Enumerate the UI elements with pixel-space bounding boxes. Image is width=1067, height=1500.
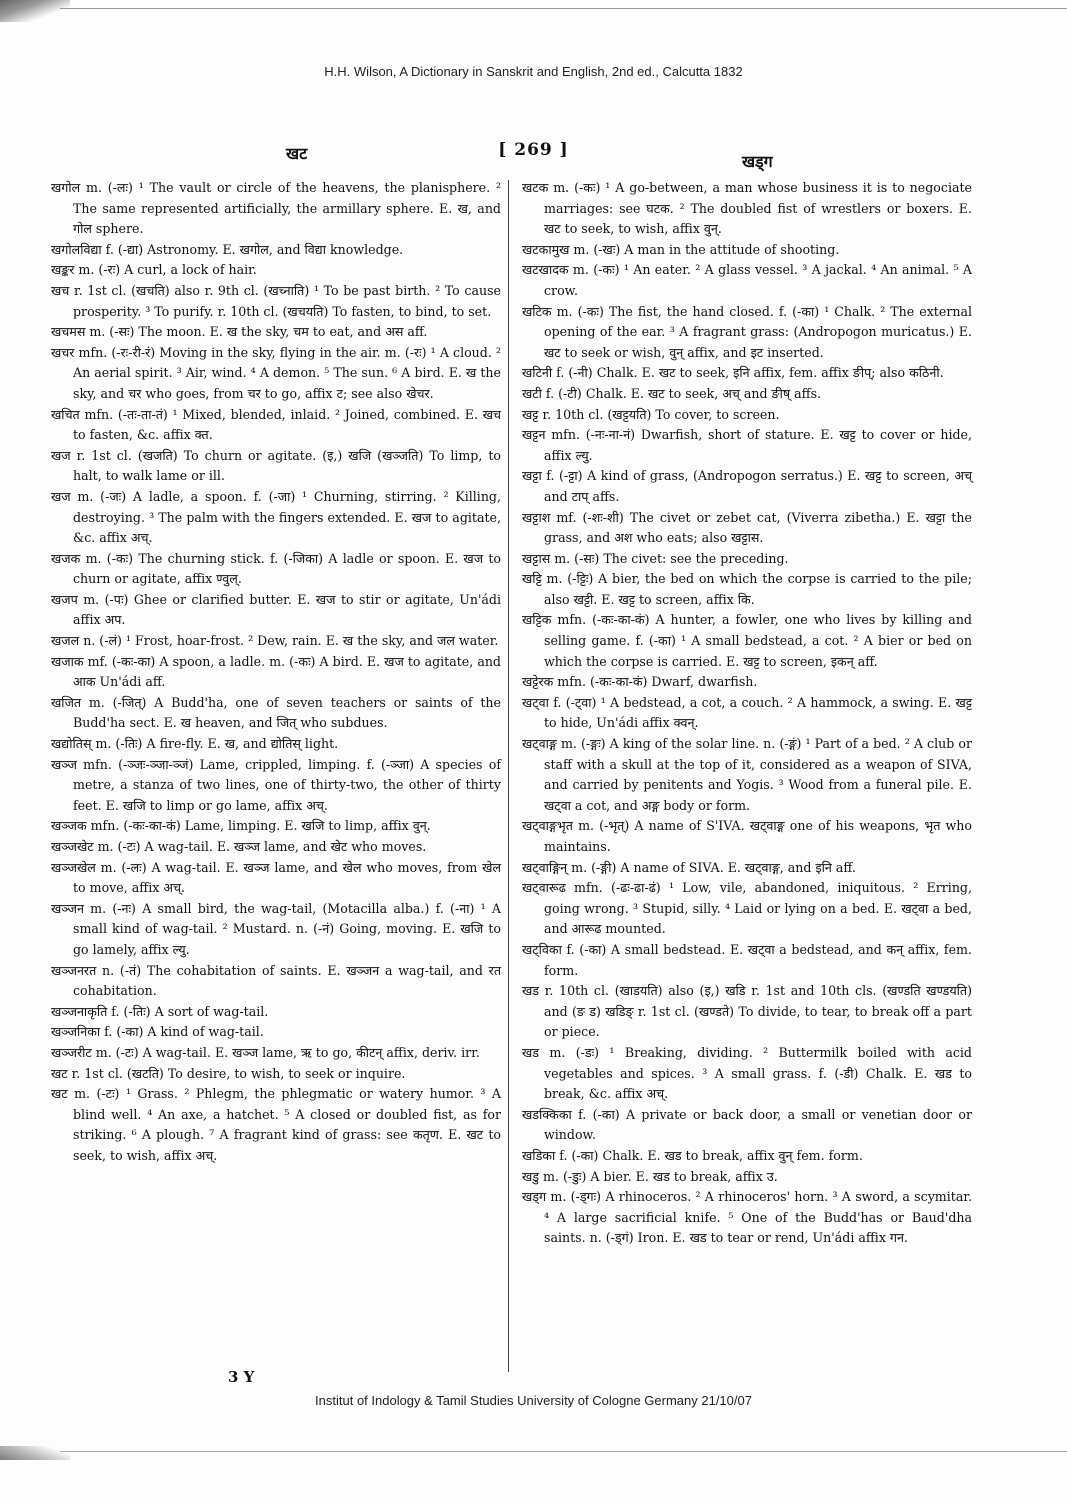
dictionary-entry: खचर mfn. (-रः-री-रं) Moving in the sky, flying in the air. m. (-रः) ¹ A cloud. ² An aerial spirit. ³ Air, wind. ⁴ A demon. ⁵ The sun. ⁶ A bird. E. ख the sky, and चर who goes, from चर to go, affix ट; see also खेचर. bbox=[51, 344, 501, 401]
dictionary-entry: खट्टास m. (-सः) The civet: see the preceding. bbox=[522, 550, 789, 566]
dictionary-entry: खञ्जन m. (-नः) A small bird, the wag-tail, (Motacilla alba.) f. (-ना) ¹ A small kind of wag-tail. ² Mustard. n. (-नं) Going, moving. E. खजि to go lamely, affix ल्यु. bbox=[51, 900, 501, 957]
dictionary-entry: खट r. 1st cl. (खटति) To desire, to wish, to seek or inquire. bbox=[51, 1065, 406, 1081]
dictionary-entry: खञ्जखेट m. (-टः) A wag-tail. E. खञ्ज lame, and खेट who moves. bbox=[51, 839, 427, 854]
dictionary-entry: खट्विका f. (-का) A small bedstead. E. खट्वा a bedstead, and कन् affix, fem. form. bbox=[522, 941, 972, 978]
dictionary-entry: खडक्किका f. (-का) A private or back door, a small or venetian door or window. bbox=[522, 1106, 972, 1143]
dictionary-entry: खञ्जक mfn. (-कः-का-कं) Lame, limping. E. खजि to limp, affix वुन्. bbox=[51, 818, 431, 834]
dictionary-entry: खञ्जनरत n. (-तं) The cohabitation of saints. E. खञ्जन a wag-tail, and रत cohabitation. bbox=[51, 962, 501, 999]
dictionary-entry: खगोलविद्या f. (-द्या) Astronomy. E. खगोल, and विद्या knowledge. bbox=[51, 241, 404, 257]
dictionary-entry: खट्टा f. (-ट्टा) A kind of grass, (Andropogon serratus.) E. खट्ट to screen, अच् and टाप् affs. bbox=[522, 468, 972, 504]
dictionary-entry: खञ्जखेल m. (-लः) A wag-tail. E. खञ्ज lame, and खेल who moves, from खेल to move, affix अच्. bbox=[51, 859, 501, 896]
running-head bbox=[0, 140, 1067, 170]
dictionary-entry: खट्टेरक mfn. (-कः-का-कं) Dwarf, dwarfish. bbox=[522, 674, 758, 690]
footer-credit: Institut of Indology & Tamil Studies University of Cologne Germany 21/10/07 bbox=[315, 1393, 752, 1408]
dictionary-entry: खट्टिक mfn. (-कः-का-कं) A hunter, a fowler, one who lives by killing and selling game. f. (-का) ¹ A small bedstead, a cot. ² A bier or bed on which the corpse is carried. E. खट्ट to screen, इकन् aff. bbox=[522, 612, 972, 669]
dictionary-entry: खडिका f. (-का) Chalk. E. खड to break, affix वुन् fem. form. bbox=[522, 1147, 863, 1163]
dictionary-entry: खजित m. (-जित्) A Budd'ha, one of seven teachers or saints of the Budd'ha sect. E. ख heaven, and जित् who subdues. bbox=[51, 694, 501, 731]
dictionary-entry: खट्वाङ्गिन् m. (-ङ्गी) A name of SIVA. E. खट्वाङ्ग, and इनि aff. bbox=[522, 859, 856, 875]
dictionary-entry: खज r. 1st cl. (खजति) To churn or agitate. (इ,) खजि (खञ्जति) To limp, to halt, to walk lame or ill. bbox=[51, 447, 501, 484]
dictionary-entry: खगोल m. (-लः) ¹ The vault or circle of the heavens, the planisphere. ² The same represented artificially, the armillary sphere. E. ख, and गोल sphere. bbox=[51, 180, 501, 237]
dictionary-entry: खट्वारूढ mfn. (-ढः-ढा-ढं) ¹ Low, vile, abandoned, iniquitous. ² Erring, going wrong. ³ Stupid, silly. ⁴ Laid or lying on a bed. E. खट्वा a bed, and आरूढ mounted. bbox=[522, 880, 972, 937]
dictionary-entry: खट्टि m. (-ट्टिः) A bier, the bed on which the corpse is carried to the pile; also खट्टी. E. खट्ट to screen, affix कि. bbox=[522, 571, 972, 607]
dictionary-entry: खजाक mf. (-कः-का) A spoon, a ladle. m. (-कः) A bird. E. खज to agitate, and आक Un'ádi aff. bbox=[51, 653, 501, 690]
source-citation: H.H. Wilson, A Dictionary in Sanskrit and English, 2nd ed., Calcutta 1832 bbox=[324, 64, 743, 79]
dictionary-entry: खडु m. (-डुः) A bier. E. खड to break, affix उ. bbox=[522, 1168, 778, 1184]
scan-edge-line bbox=[60, 8, 1067, 9]
dictionary-entry: खजप m. (-पः) Ghee or clarified butter. E. खज to stir or agitate, Un'ádi affix अप. bbox=[51, 591, 501, 628]
dictionary-entry: खटी f. (-टी) Chalk. E. खट to seek, अच् and ङीष् affs. bbox=[522, 385, 822, 401]
scan-edge-shadow bbox=[0, 0, 70, 22]
running-head-left: खट bbox=[286, 144, 308, 163]
dictionary-entry: खट्वाङ्गभृत m. (-भृत्) A name of S'IVA. खट्वाङ्ग one of his weapons, भृत who maintains. bbox=[522, 818, 972, 854]
dictionary-entry: खड m. (-डः) ¹ Breaking, dividing. ² Buttermilk boiled with acid vegetables and spices. ³ A small grass. f. (-डी) Chalk. E. खड to break, &c. affix अच्. bbox=[522, 1044, 972, 1102]
dictionary-entry: खञ्जनाकृति f. (-तिः) A sort of wag-tail. bbox=[51, 1003, 269, 1019]
scan-edge-line-bottom bbox=[60, 1451, 1067, 1452]
dictionary-entry: खचित mfn. (-तः-ता-तं) ¹ Mixed, blended, inlaid. ² Joined, combined. E. खच to fasten, &c. affix क्त. bbox=[51, 406, 501, 443]
dictionary-entry: खञ्जनिका f. (-का) A kind of wag-tail. bbox=[51, 1024, 264, 1040]
dictionary-entry: खड r. 10th cl. (खाडयति) also (इ,) खडि r. 1st and 10th cls. (खण्डति खण्डयति) and (ङ ड) खडिङ् r. 1st cl. (खण्डते) To divide, to tear, to break off a part or piece. bbox=[522, 983, 972, 1040]
column-rule bbox=[508, 180, 509, 1372]
signature-mark: 3 Y bbox=[228, 1368, 255, 1386]
dictionary-entry: खञ्ज mfn. (-ञ्जः-ञ्जा-ञ्जं) Lame, crippled, limping. f. (-ञ्जा) A species of metre, a stanza of two lines, one of thirty-two, the other of thirty feet. E. खजि to limp or go lame, affix अच्. bbox=[51, 756, 501, 813]
dictionary-entry: खट्टन mfn. (-नः-ना-नं) Dwarfish, short of stature. E. खट्ट to cover or hide, affix ल्यु. bbox=[522, 427, 972, 463]
dictionary-entry: खटकामुख m. (-खः) A man in the attitude of shooting. bbox=[522, 241, 840, 257]
page-number: [ 269 ] bbox=[498, 140, 569, 160]
left-column bbox=[51, 178, 501, 1167]
dictionary-entry: खटक m. (-कः) ¹ A go-between, a man whose business it is to negociate marriages: see घटक. ² The doubled fist of wrestlers or boxers. E. खट to seek, to wish, affix वुन्. bbox=[522, 180, 972, 237]
dictionary-entry: खटखादक m. (-कः) ¹ An eater. ² A glass vessel. ³ A jackal. ⁴ An animal. ⁵ A crow. bbox=[522, 262, 972, 298]
dictionary-entry: खञ्जरीट m. (-टः) A wag-tail. E. खञ्ज lame, ऋ to go, कीटन् affix, deriv. irr. bbox=[51, 1044, 480, 1060]
dictionary-entry: खट्वा f. (-ट्वा) ¹ A bedstead, a cot, a couch. ² A hammock, a swing. E. खट्ट to hide, Un'ádi affix क्वन्. bbox=[522, 694, 972, 731]
dictionary-entry: खटिनी f. (-नी) Chalk. E. खट to seek, इनि affix, fem. affix ङीप्; also कठिनी. bbox=[522, 365, 944, 381]
dictionary-entry: खट्ट r. 10th cl. (खट्टयति) To cover, to screen. bbox=[522, 406, 780, 422]
dictionary-entry: खज m. (-जः) A ladle, a spoon. f. (-जा) ¹ Churning, stirring. ² Killing, destroying. ³ The palm with the fingers extended. E. खज to agitate, &c. affix अच्. bbox=[51, 488, 501, 546]
scan-edge-shadow-bottom bbox=[0, 1446, 70, 1460]
dictionary-entry: खट्टाश mf. (-शः-शी) The civet or zebet cat, (Viverra zibetha.) E. खट्टा the grass, and अश who eats; also खट्टास. bbox=[522, 509, 972, 546]
dictionary-entry: खटिक m. (-कः) The fist, the hand closed. f. (-का) ¹ Chalk. ² The external opening of the ear. ³ A fragrant grass: (Andropogon muricatus.) E. खट to seek or wish, वुन् affix, and इट inserted. bbox=[522, 303, 972, 360]
dictionary-entry: खजक m. (-कः) The churning stick. f. (-जिका) A ladle or spoon. E. खज to churn or agitate, affix ण्वुल्. bbox=[51, 550, 501, 587]
running-head-right: खड्ग bbox=[742, 152, 773, 171]
dictionary-entry: खट्वाङ्ग m. (-ङ्गः) A king of the solar line. n. (-ङ्गं) ¹ Part of a bed. ² A club or staff with a skull at the top of it, considered as a weapon of SIVA, and carried by penitents and Yogis. ³ Wood from a funeral pile. E. खट्वा a cot, and अङ्ग body or form. bbox=[522, 736, 972, 813]
dictionary-entry: खङ्कर m. (-रः) A curl, a lock of hair. bbox=[51, 262, 257, 278]
dictionary-entry: खच r. 1st cl. (खचति) also r. 9th cl. (खच्नाति) ¹ To be past birth. ² To cause prosperity. ³ To purify. r. 10th cl. (खचयति) To fasten, to bind, to set. bbox=[51, 282, 501, 319]
dictionary-entry: खड्ग m. (-ड्गः) A rhinoceros. ² A rhinoceros' horn. ³ A sword, a scymitar. ⁴ A large sacrificial knife. ⁵ One of the Budd'has or Baud'dha saints. n. (-ड्गं) Iron. E. खड to tear or rend, Un'ádi affix गन. bbox=[522, 1189, 972, 1246]
dictionary-entry: खचमस m. (-सः) The moon. E. ख the sky, चम to eat, and अस aff. bbox=[51, 324, 428, 340]
dictionary-entry: खजल n. (-लं) ¹ Frost, hoar-frost. ² Dew, rain. E. ख the sky, and जल water. bbox=[51, 633, 499, 649]
dictionary-entry: खट m. (-टः) ¹ Grass. ² Phlegm, the phlegmatic or watery humor. ³ A blind well. ⁴ An axe, a hatchet. ⁵ A closed or doubled fist, as for striking. ⁶ A plough. ⁷ A fragrant kind of grass: see कतृण. E. खट to seek, to wish, affix अच्. bbox=[51, 1086, 501, 1163]
right-column bbox=[522, 178, 972, 1249]
dictionary-entry: खद्योतिस् m. (-तिः) A fire-fly. E. ख, and द्योतिस् light. bbox=[51, 736, 339, 752]
